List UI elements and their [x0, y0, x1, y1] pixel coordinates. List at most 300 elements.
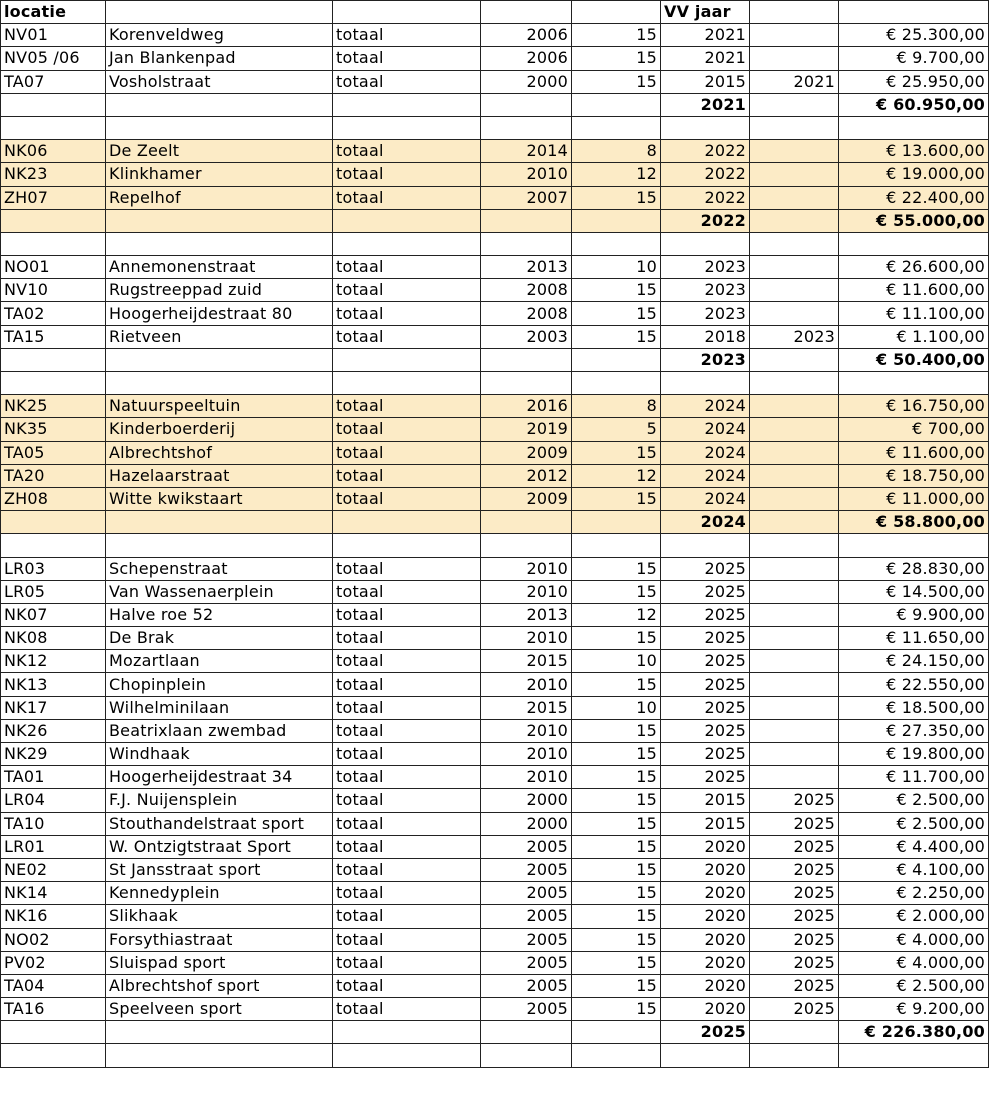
- cell-amount[interactable]: € 9.900,00: [839, 603, 989, 626]
- cell-construction-year[interactable]: 2010: [481, 557, 572, 580]
- cell-construction-year[interactable]: 2010: [481, 743, 572, 766]
- cell-scope[interactable]: totaal: [333, 24, 481, 47]
- cell-replacement-year[interactable]: 2020: [661, 928, 750, 951]
- cell-construction-year[interactable]: 2005: [481, 882, 572, 905]
- empty-cell[interactable]: [572, 209, 661, 232]
- cell-lifespan[interactable]: 15: [572, 812, 661, 835]
- cell-deferred-year[interactable]: [750, 627, 839, 650]
- cell-amount[interactable]: € 4.100,00: [839, 858, 989, 881]
- cell-scope[interactable]: totaal: [333, 140, 481, 163]
- cell-location-code[interactable]: NK17: [1, 696, 106, 719]
- cell-construction-year[interactable]: 2010: [481, 719, 572, 742]
- cell-location-name[interactable]: Stouthandelstraat sport: [106, 812, 333, 835]
- empty-cell[interactable]: [1, 93, 106, 116]
- cell-deferred-year[interactable]: 2025: [750, 789, 839, 812]
- cell-location-code[interactable]: TA20: [1, 464, 106, 487]
- cell-location-code[interactable]: NO02: [1, 928, 106, 951]
- cell-deferred-year[interactable]: 2025: [750, 882, 839, 905]
- cell-scope[interactable]: totaal: [333, 325, 481, 348]
- cell-replacement-year[interactable]: 2023: [661, 279, 750, 302]
- cell-scope[interactable]: totaal: [333, 812, 481, 835]
- cell-location-code[interactable]: NO01: [1, 256, 106, 279]
- cell-construction-year[interactable]: 2003: [481, 325, 572, 348]
- empty-cell[interactable]: [481, 232, 572, 255]
- cell-construction-year[interactable]: 2007: [481, 186, 572, 209]
- empty-cell[interactable]: [481, 348, 572, 371]
- cell-construction-year[interactable]: 2015: [481, 696, 572, 719]
- cell-scope[interactable]: totaal: [333, 696, 481, 719]
- cell-location-name[interactable]: Forsythiastraat: [106, 928, 333, 951]
- cell-location-name[interactable]: Hazelaarstraat: [106, 464, 333, 487]
- cell-amount[interactable]: € 22.550,00: [839, 673, 989, 696]
- cell-scope[interactable]: totaal: [333, 673, 481, 696]
- cell-amount[interactable]: € 24.150,00: [839, 650, 989, 673]
- cell-replacement-year[interactable]: 2020: [661, 951, 750, 974]
- cell-location-code[interactable]: NK29: [1, 743, 106, 766]
- cell-deferred-year[interactable]: 2025: [750, 974, 839, 997]
- cell-amount[interactable]: € 1.100,00: [839, 325, 989, 348]
- cell-location-code[interactable]: TA10: [1, 812, 106, 835]
- cell-amount[interactable]: € 16.750,00: [839, 395, 989, 418]
- cell-amount[interactable]: € 2.000,00: [839, 905, 989, 928]
- cell-amount[interactable]: € 28.830,00: [839, 557, 989, 580]
- cell-deferred-year[interactable]: 2021: [750, 70, 839, 93]
- cell-lifespan[interactable]: 12: [572, 603, 661, 626]
- subtotal-amount[interactable]: € 58.800,00: [839, 511, 989, 534]
- cell-replacement-year[interactable]: 2025: [661, 719, 750, 742]
- cell-amount[interactable]: € 27.350,00: [839, 719, 989, 742]
- cell-scope[interactable]: totaal: [333, 882, 481, 905]
- cell-amount[interactable]: € 2.500,00: [839, 974, 989, 997]
- empty-cell[interactable]: [333, 511, 481, 534]
- cell-scope[interactable]: totaal: [333, 603, 481, 626]
- cell-amount[interactable]: € 11.650,00: [839, 627, 989, 650]
- subtotal-amount[interactable]: € 226.380,00: [839, 1021, 989, 1044]
- cell-lifespan[interactable]: 15: [572, 441, 661, 464]
- cell-construction-year[interactable]: 2005: [481, 835, 572, 858]
- cell-location-code[interactable]: NV01: [1, 24, 106, 47]
- cell-scope[interactable]: totaal: [333, 302, 481, 325]
- cell-location-name[interactable]: Jan Blankenpad: [106, 47, 333, 70]
- cell-deferred-year[interactable]: [750, 24, 839, 47]
- empty-cell[interactable]: [333, 348, 481, 371]
- cell-amount[interactable]: € 2.500,00: [839, 812, 989, 835]
- empty-cell[interactable]: [572, 372, 661, 395]
- empty-cell[interactable]: [839, 372, 989, 395]
- cell-construction-year[interactable]: 2006: [481, 24, 572, 47]
- empty-cell[interactable]: [572, 348, 661, 371]
- empty-cell[interactable]: [839, 116, 989, 139]
- cell-construction-year[interactable]: 2005: [481, 951, 572, 974]
- cell-deferred-year[interactable]: 2025: [750, 905, 839, 928]
- cell-location-name[interactable]: Halve roe 52: [106, 603, 333, 626]
- empty-cell[interactable]: [106, 1021, 333, 1044]
- cell-lifespan[interactable]: 15: [572, 186, 661, 209]
- cell-replacement-year[interactable]: 2023: [661, 256, 750, 279]
- header-cell[interactable]: [481, 1, 572, 24]
- cell-amount[interactable]: € 11.000,00: [839, 487, 989, 510]
- cell-construction-year[interactable]: 2015: [481, 650, 572, 673]
- cell-amount[interactable]: € 4.000,00: [839, 951, 989, 974]
- cell-lifespan[interactable]: 15: [572, 998, 661, 1021]
- cell-scope[interactable]: totaal: [333, 928, 481, 951]
- cell-location-name[interactable]: Hoogerheijdestraat 34: [106, 766, 333, 789]
- cell-location-name[interactable]: Rietveen: [106, 325, 333, 348]
- empty-cell[interactable]: [333, 232, 481, 255]
- cell-construction-year[interactable]: 2005: [481, 858, 572, 881]
- empty-cell[interactable]: [106, 348, 333, 371]
- cell-lifespan[interactable]: 8: [572, 395, 661, 418]
- empty-cell[interactable]: [661, 534, 750, 557]
- cell-replacement-year[interactable]: 2025: [661, 603, 750, 626]
- cell-deferred-year[interactable]: [750, 163, 839, 186]
- cell-location-code[interactable]: NK13: [1, 673, 106, 696]
- cell-location-name[interactable]: De Zeelt: [106, 140, 333, 163]
- cell-deferred-year[interactable]: [750, 603, 839, 626]
- cell-lifespan[interactable]: 15: [572, 302, 661, 325]
- cell-construction-year[interactable]: 2009: [481, 487, 572, 510]
- cell-location-code[interactable]: LR01: [1, 835, 106, 858]
- cell-location-code[interactable]: TA15: [1, 325, 106, 348]
- cell-replacement-year[interactable]: 2015: [661, 789, 750, 812]
- cell-amount[interactable]: € 19.800,00: [839, 743, 989, 766]
- cell-location-name[interactable]: W. Ontzigtstraat Sport: [106, 835, 333, 858]
- cell-construction-year[interactable]: 2016: [481, 395, 572, 418]
- cell-scope[interactable]: totaal: [333, 47, 481, 70]
- cell-amount[interactable]: € 9.700,00: [839, 47, 989, 70]
- empty-cell[interactable]: [661, 372, 750, 395]
- cell-construction-year[interactable]: 2014: [481, 140, 572, 163]
- cell-lifespan[interactable]: 10: [572, 256, 661, 279]
- empty-cell[interactable]: [106, 534, 333, 557]
- empty-cell[interactable]: [572, 534, 661, 557]
- cell-lifespan[interactable]: 15: [572, 673, 661, 696]
- cell-construction-year[interactable]: 2008: [481, 302, 572, 325]
- empty-cell[interactable]: [572, 1044, 661, 1067]
- cell-scope[interactable]: totaal: [333, 163, 481, 186]
- cell-deferred-year[interactable]: [750, 766, 839, 789]
- empty-cell[interactable]: [106, 232, 333, 255]
- cell-scope[interactable]: totaal: [333, 766, 481, 789]
- header-cell[interactable]: [106, 1, 333, 24]
- cell-location-code[interactable]: NK08: [1, 627, 106, 650]
- empty-cell[interactable]: [106, 93, 333, 116]
- cell-location-code[interactable]: TA02: [1, 302, 106, 325]
- cell-replacement-year[interactable]: 2025: [661, 650, 750, 673]
- cell-deferred-year[interactable]: 2025: [750, 835, 839, 858]
- empty-cell[interactable]: [106, 116, 333, 139]
- cell-location-code[interactable]: NK16: [1, 905, 106, 928]
- cell-deferred-year[interactable]: 2025: [750, 928, 839, 951]
- header-cell[interactable]: [333, 1, 481, 24]
- cell-location-code[interactable]: NK26: [1, 719, 106, 742]
- cell-lifespan[interactable]: 12: [572, 163, 661, 186]
- cell-location-name[interactable]: Speelveen sport: [106, 998, 333, 1021]
- cell-scope[interactable]: totaal: [333, 279, 481, 302]
- cell-location-code[interactable]: LR04: [1, 789, 106, 812]
- cell-scope[interactable]: totaal: [333, 464, 481, 487]
- empty-cell[interactable]: [750, 511, 839, 534]
- cell-amount[interactable]: € 25.950,00: [839, 70, 989, 93]
- cell-deferred-year[interactable]: [750, 464, 839, 487]
- cell-replacement-year[interactable]: 2021: [661, 47, 750, 70]
- cell-scope[interactable]: totaal: [333, 557, 481, 580]
- cell-location-code[interactable]: NK23: [1, 163, 106, 186]
- cell-location-name[interactable]: Klinkhamer: [106, 163, 333, 186]
- cell-lifespan[interactable]: 15: [572, 580, 661, 603]
- empty-cell[interactable]: [481, 1021, 572, 1044]
- cell-deferred-year[interactable]: [750, 186, 839, 209]
- empty-cell[interactable]: [481, 209, 572, 232]
- cell-amount[interactable]: € 4.400,00: [839, 835, 989, 858]
- cell-location-code[interactable]: TA05: [1, 441, 106, 464]
- cell-location-code[interactable]: ZH08: [1, 487, 106, 510]
- cell-scope[interactable]: totaal: [333, 905, 481, 928]
- cell-deferred-year[interactable]: 2025: [750, 858, 839, 881]
- cell-construction-year[interactable]: 2019: [481, 418, 572, 441]
- cell-scope[interactable]: totaal: [333, 951, 481, 974]
- cell-location-name[interactable]: Kinderboerderij: [106, 418, 333, 441]
- empty-cell[interactable]: [572, 93, 661, 116]
- cell-location-name[interactable]: Albrechtshof: [106, 441, 333, 464]
- cell-deferred-year[interactable]: 2025: [750, 998, 839, 1021]
- empty-cell[interactable]: [1, 1044, 106, 1067]
- cell-lifespan[interactable]: 15: [572, 627, 661, 650]
- cell-deferred-year[interactable]: [750, 302, 839, 325]
- empty-cell[interactable]: [481, 511, 572, 534]
- empty-cell[interactable]: [106, 1044, 333, 1067]
- cell-replacement-year[interactable]: 2025: [661, 580, 750, 603]
- cell-amount[interactable]: € 13.600,00: [839, 140, 989, 163]
- cell-location-name[interactable]: Natuurspeeltuin: [106, 395, 333, 418]
- empty-cell[interactable]: [839, 1044, 989, 1067]
- cell-scope[interactable]: totaal: [333, 256, 481, 279]
- cell-location-name[interactable]: Albrechtshof sport: [106, 974, 333, 997]
- cell-location-code[interactable]: NK35: [1, 418, 106, 441]
- cell-location-name[interactable]: St Jansstraat sport: [106, 858, 333, 881]
- cell-scope[interactable]: totaal: [333, 998, 481, 1021]
- cell-location-code[interactable]: ZH07: [1, 186, 106, 209]
- cell-location-name[interactable]: Hoogerheijdestraat 80: [106, 302, 333, 325]
- cell-scope[interactable]: totaal: [333, 858, 481, 881]
- cell-replacement-year[interactable]: 2020: [661, 882, 750, 905]
- header-cell[interactable]: [572, 1, 661, 24]
- subtotal-amount[interactable]: € 50.400,00: [839, 348, 989, 371]
- cell-deferred-year[interactable]: [750, 650, 839, 673]
- cell-scope[interactable]: totaal: [333, 70, 481, 93]
- cell-deferred-year[interactable]: [750, 279, 839, 302]
- empty-cell[interactable]: [572, 1021, 661, 1044]
- cell-deferred-year[interactable]: [750, 256, 839, 279]
- header-cell[interactable]: [750, 1, 839, 24]
- cell-construction-year[interactable]: 2013: [481, 603, 572, 626]
- cell-deferred-year[interactable]: [750, 673, 839, 696]
- empty-cell[interactable]: [661, 116, 750, 139]
- cell-construction-year[interactable]: 2010: [481, 163, 572, 186]
- cell-replacement-year[interactable]: 2020: [661, 905, 750, 928]
- cell-scope[interactable]: totaal: [333, 974, 481, 997]
- empty-cell[interactable]: [106, 511, 333, 534]
- cell-location-code[interactable]: PV02: [1, 951, 106, 974]
- cell-location-code[interactable]: TA07: [1, 70, 106, 93]
- empty-cell[interactable]: [333, 116, 481, 139]
- empty-cell[interactable]: [661, 1044, 750, 1067]
- cell-location-name[interactable]: De Brak: [106, 627, 333, 650]
- cell-location-code[interactable]: NK14: [1, 882, 106, 905]
- empty-cell[interactable]: [481, 93, 572, 116]
- cell-location-name[interactable]: F.J. Nuijensplein: [106, 789, 333, 812]
- empty-cell[interactable]: [481, 534, 572, 557]
- cell-replacement-year[interactable]: 2020: [661, 835, 750, 858]
- cell-amount[interactable]: € 4.000,00: [839, 928, 989, 951]
- cell-deferred-year[interactable]: [750, 743, 839, 766]
- cell-location-name[interactable]: Rugstreeppad zuid: [106, 279, 333, 302]
- cell-lifespan[interactable]: 15: [572, 974, 661, 997]
- cell-replacement-year[interactable]: 2025: [661, 696, 750, 719]
- cell-lifespan[interactable]: 10: [572, 650, 661, 673]
- cell-replacement-year[interactable]: 2024: [661, 441, 750, 464]
- empty-cell[interactable]: [572, 511, 661, 534]
- cell-replacement-year[interactable]: 2025: [661, 673, 750, 696]
- cell-replacement-year[interactable]: 2020: [661, 974, 750, 997]
- cell-amount[interactable]: € 2.250,00: [839, 882, 989, 905]
- cell-location-name[interactable]: Korenveldweg: [106, 24, 333, 47]
- cell-construction-year[interactable]: 2000: [481, 789, 572, 812]
- cell-replacement-year[interactable]: 2015: [661, 70, 750, 93]
- cell-replacement-year[interactable]: 2025: [661, 766, 750, 789]
- empty-cell[interactable]: [1, 209, 106, 232]
- cell-amount[interactable]: € 22.400,00: [839, 186, 989, 209]
- cell-deferred-year[interactable]: 2025: [750, 812, 839, 835]
- cell-deferred-year[interactable]: 2023: [750, 325, 839, 348]
- subtotal-year[interactable]: 2024: [661, 511, 750, 534]
- cell-location-name[interactable]: Windhaak: [106, 743, 333, 766]
- cell-replacement-year[interactable]: 2025: [661, 627, 750, 650]
- cell-replacement-year[interactable]: 2024: [661, 395, 750, 418]
- cell-deferred-year[interactable]: [750, 557, 839, 580]
- cell-amount[interactable]: € 14.500,00: [839, 580, 989, 603]
- empty-cell[interactable]: [750, 93, 839, 116]
- empty-cell[interactable]: [333, 93, 481, 116]
- cell-location-name[interactable]: Witte kwikstaart: [106, 487, 333, 510]
- cell-deferred-year[interactable]: [750, 441, 839, 464]
- cell-location-code[interactable]: NK12: [1, 650, 106, 673]
- cell-lifespan[interactable]: 15: [572, 24, 661, 47]
- cell-construction-year[interactable]: 2000: [481, 70, 572, 93]
- cell-location-name[interactable]: Annemonenstraat: [106, 256, 333, 279]
- cell-location-name[interactable]: Sluispad sport: [106, 951, 333, 974]
- cell-location-code[interactable]: NE02: [1, 858, 106, 881]
- cell-replacement-year[interactable]: 2020: [661, 858, 750, 881]
- cell-scope[interactable]: totaal: [333, 186, 481, 209]
- empty-cell[interactable]: [481, 1044, 572, 1067]
- empty-cell[interactable]: [106, 209, 333, 232]
- cell-amount[interactable]: € 19.000,00: [839, 163, 989, 186]
- cell-location-name[interactable]: Slikhaak: [106, 905, 333, 928]
- cell-location-code[interactable]: NK06: [1, 140, 106, 163]
- empty-cell[interactable]: [333, 372, 481, 395]
- cell-construction-year[interactable]: 2013: [481, 256, 572, 279]
- cell-scope[interactable]: totaal: [333, 835, 481, 858]
- cell-deferred-year[interactable]: [750, 719, 839, 742]
- empty-cell[interactable]: [839, 232, 989, 255]
- cell-deferred-year[interactable]: [750, 580, 839, 603]
- cell-lifespan[interactable]: 15: [572, 905, 661, 928]
- cell-lifespan[interactable]: 15: [572, 882, 661, 905]
- subtotal-year[interactable]: 2023: [661, 348, 750, 371]
- empty-cell[interactable]: [750, 1044, 839, 1067]
- cell-lifespan[interactable]: 15: [572, 766, 661, 789]
- cell-replacement-year[interactable]: 2022: [661, 140, 750, 163]
- cell-location-code[interactable]: TA16: [1, 998, 106, 1021]
- cell-scope[interactable]: totaal: [333, 441, 481, 464]
- cell-replacement-year[interactable]: 2022: [661, 186, 750, 209]
- header-cell-vv-jaar[interactable]: VV jaar: [661, 1, 750, 24]
- cell-deferred-year[interactable]: [750, 418, 839, 441]
- cell-scope[interactable]: totaal: [333, 487, 481, 510]
- cell-scope[interactable]: totaal: [333, 418, 481, 441]
- empty-cell[interactable]: [572, 116, 661, 139]
- cell-construction-year[interactable]: 2010: [481, 627, 572, 650]
- cell-replacement-year[interactable]: 2025: [661, 557, 750, 580]
- empty-cell[interactable]: [1, 232, 106, 255]
- cell-replacement-year[interactable]: 2022: [661, 163, 750, 186]
- empty-cell[interactable]: [333, 209, 481, 232]
- cell-amount[interactable]: € 11.700,00: [839, 766, 989, 789]
- cell-scope[interactable]: totaal: [333, 395, 481, 418]
- empty-cell[interactable]: [750, 534, 839, 557]
- cell-scope[interactable]: totaal: [333, 580, 481, 603]
- cell-location-code[interactable]: NV05 /06: [1, 47, 106, 70]
- subtotal-year[interactable]: 2025: [661, 1021, 750, 1044]
- empty-cell[interactable]: [839, 534, 989, 557]
- empty-cell[interactable]: [481, 372, 572, 395]
- cell-construction-year[interactable]: 2005: [481, 974, 572, 997]
- cell-scope[interactable]: totaal: [333, 627, 481, 650]
- cell-deferred-year[interactable]: [750, 140, 839, 163]
- cell-lifespan[interactable]: 10: [572, 696, 661, 719]
- cell-lifespan[interactable]: 12: [572, 464, 661, 487]
- cell-amount[interactable]: € 18.750,00: [839, 464, 989, 487]
- cell-amount[interactable]: € 11.600,00: [839, 279, 989, 302]
- cell-construction-year[interactable]: 2012: [481, 464, 572, 487]
- cell-construction-year[interactable]: 2000: [481, 812, 572, 835]
- cell-location-code[interactable]: NV10: [1, 279, 106, 302]
- cell-location-code[interactable]: TA04: [1, 974, 106, 997]
- cell-construction-year[interactable]: 2009: [481, 441, 572, 464]
- cell-amount[interactable]: € 11.600,00: [839, 441, 989, 464]
- empty-cell[interactable]: [750, 348, 839, 371]
- cell-scope[interactable]: totaal: [333, 650, 481, 673]
- cell-construction-year[interactable]: 2010: [481, 766, 572, 789]
- cell-lifespan[interactable]: 15: [572, 557, 661, 580]
- cell-scope[interactable]: totaal: [333, 719, 481, 742]
- cell-lifespan[interactable]: 15: [572, 835, 661, 858]
- cell-replacement-year[interactable]: 2018: [661, 325, 750, 348]
- cell-location-name[interactable]: Wilhelminilaan: [106, 696, 333, 719]
- header-cell[interactable]: [839, 1, 989, 24]
- cell-location-name[interactable]: Schepenstraat: [106, 557, 333, 580]
- cell-replacement-year[interactable]: 2024: [661, 464, 750, 487]
- cell-location-name[interactable]: Vosholstraat: [106, 70, 333, 93]
- cell-location-name[interactable]: Repelhof: [106, 186, 333, 209]
- subtotal-year[interactable]: 2022: [661, 209, 750, 232]
- cell-deferred-year[interactable]: 2025: [750, 951, 839, 974]
- cell-construction-year[interactable]: 2008: [481, 279, 572, 302]
- cell-location-name[interactable]: Chopinplein: [106, 673, 333, 696]
- cell-location-name[interactable]: Kennedyplein: [106, 882, 333, 905]
- cell-replacement-year[interactable]: 2023: [661, 302, 750, 325]
